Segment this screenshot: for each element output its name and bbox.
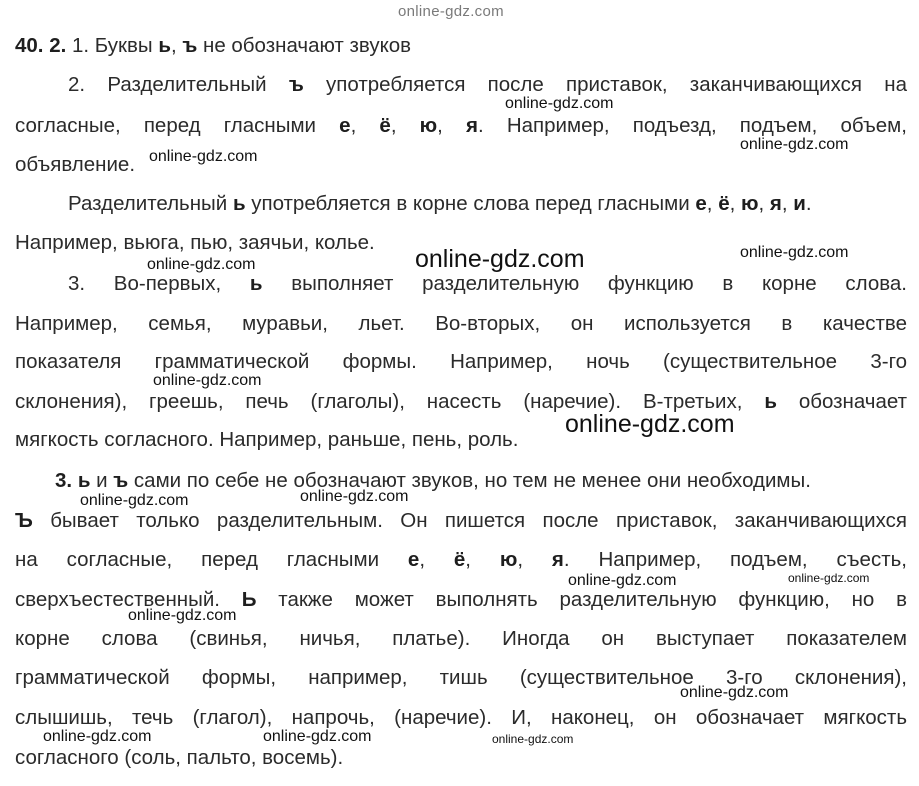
- exercise-number: 40. 2.: [15, 34, 67, 57]
- text-line: [68, 272, 907, 296]
- letter-bold: я: [769, 192, 782, 215]
- text-span: Например, вьюга, пью, заячьи, колье.: [15, 231, 375, 254]
- text-line: [15, 34, 907, 58]
- letter-bold: я: [466, 114, 478, 137]
- text-line: [15, 627, 907, 651]
- text-span: ,: [729, 192, 741, 215]
- letter-bold: Ъ: [15, 509, 33, 532]
- text-span: ,: [781, 192, 794, 215]
- text-span: ,: [758, 192, 770, 215]
- text-span: ,: [170, 34, 183, 57]
- text-line: [68, 192, 907, 216]
- letter-bold: ь: [232, 192, 246, 215]
- letter-bold: ю: [499, 548, 518, 571]
- exercise-number: 3.: [55, 469, 73, 492]
- watermark: online-gdz.com: [153, 372, 262, 389]
- text-span: ,: [390, 114, 420, 137]
- text-line: [15, 706, 907, 730]
- text-span: показателя грамматической формы. Например, ночь (существительное 3-го: [15, 350, 907, 373]
- text-span: употребляется после приставок, заканчивающихся на: [303, 73, 907, 96]
- watermark: online-gdz.com: [740, 136, 849, 153]
- letter-bold: ю: [419, 114, 438, 137]
- text-span: 2. Разделительный: [68, 73, 289, 96]
- text-span: . Например, подъем, съесть,: [563, 548, 907, 571]
- letter-bold: ь: [158, 34, 171, 57]
- text-span: ,: [517, 548, 552, 571]
- text-span: корне слова (свинья, ничья, платье). Иногда он выступает показателем: [15, 627, 907, 650]
- letter-bold: е: [407, 548, 420, 571]
- text-line: [15, 114, 907, 138]
- text-line: [15, 548, 907, 572]
- watermark: online-gdz.com: [263, 728, 372, 745]
- letter-bold: Ь: [241, 588, 257, 611]
- letter-bold: е: [339, 114, 351, 137]
- text-span: сами по себе не обозначают звуков, но тем не менее они необходимы.: [128, 469, 811, 492]
- text-line: [15, 312, 907, 336]
- letter-bold: ё: [379, 114, 391, 137]
- watermark: online-gdz.com: [43, 728, 152, 745]
- text-span: сверхъестественный.: [15, 588, 242, 611]
- text-span: ,: [419, 548, 454, 571]
- letter-bold: ъ: [182, 34, 198, 57]
- text-span: . Например, подъезд, подъем, объем,: [477, 114, 907, 137]
- text-line: [15, 350, 907, 374]
- letter-bold: ь: [764, 390, 777, 413]
- watermark: online-gdz.com: [147, 256, 256, 273]
- text-line: [68, 73, 907, 97]
- letter-bold: и: [793, 192, 806, 215]
- watermark: online-gdz.com: [568, 572, 677, 589]
- letter-bold: ё: [718, 192, 730, 215]
- watermark: online-gdz.com: [149, 148, 258, 165]
- text-span: 1. Буквы: [66, 34, 159, 57]
- letter-bold: ь: [77, 469, 91, 492]
- text-span: обозначает: [776, 390, 907, 413]
- letter-bold: е: [695, 192, 707, 215]
- text-line: [15, 428, 907, 452]
- text-span: на согласные, перед гласными: [15, 548, 408, 571]
- text-span: бывает только разделительным. Он пишется после приставок, заканчивающихся: [32, 509, 907, 532]
- watermark-top: online-gdz.com: [398, 3, 504, 20]
- text-line: [55, 469, 907, 493]
- text-line: [15, 746, 907, 770]
- watermark: online-gdz.com: [740, 244, 849, 261]
- text-span: ,: [465, 548, 500, 571]
- text-span: слышишь, течь (глагол), напрочь, (наречие). И, наконец, он обозначает мягкость: [15, 706, 907, 729]
- text-span: употребляется в корне слова перед гласными: [245, 192, 696, 215]
- watermark: online-gdz.com: [565, 410, 735, 438]
- text-span: ,: [350, 114, 380, 137]
- letter-bold: я: [551, 548, 564, 571]
- text-span: объявление.: [15, 153, 136, 176]
- letter-bold: ь: [249, 272, 263, 295]
- text-span: грамматической формы, например, тишь (существительное 3-го склонения),: [15, 666, 907, 689]
- text-span: ,: [706, 192, 719, 215]
- watermark: online-gdz.com: [505, 95, 614, 112]
- letter-bold: ё: [453, 548, 466, 571]
- watermark: online-gdz.com: [680, 684, 789, 701]
- text-span: согласного (соль, пальто, восемь).: [15, 746, 344, 769]
- text-span: ,: [437, 114, 467, 137]
- letter-bold: ъ: [113, 469, 129, 492]
- text-span: также может выполнять разделительную функцию, но в: [256, 588, 907, 611]
- text-line: [15, 390, 907, 414]
- text-span: согласные, перед гласными: [15, 114, 340, 137]
- text-span: Разделительный: [68, 192, 233, 215]
- letter-bold: ю: [741, 192, 759, 215]
- watermark: online-gdz.com: [128, 607, 237, 624]
- text-span: склонения), греешь, печь (глаголы), насесть (наречие). В-третьих,: [15, 390, 765, 413]
- watermark: online-gdz.com: [492, 732, 574, 746]
- text-span: и: [90, 469, 114, 492]
- watermark: online-gdz.com: [80, 492, 189, 509]
- text-span: Например, семья, муравьи, льет. Во-вторых, он используется в качестве: [15, 312, 907, 335]
- text-span: не обозначают звуков: [197, 34, 412, 57]
- watermark: online-gdz.com: [788, 571, 870, 585]
- text-line: [15, 509, 907, 533]
- watermark: online-gdz.com: [300, 488, 409, 505]
- text-span: выполняет разделительную функцию в корне слова.: [262, 272, 907, 295]
- text-span: .: [805, 192, 812, 215]
- letter-bold: ъ: [288, 73, 304, 96]
- text-span: мягкость согласного. Например, раньше, пень, роль.: [15, 428, 519, 451]
- text-span: 3. Во-первых,: [68, 272, 250, 295]
- watermark: online-gdz.com: [415, 245, 585, 273]
